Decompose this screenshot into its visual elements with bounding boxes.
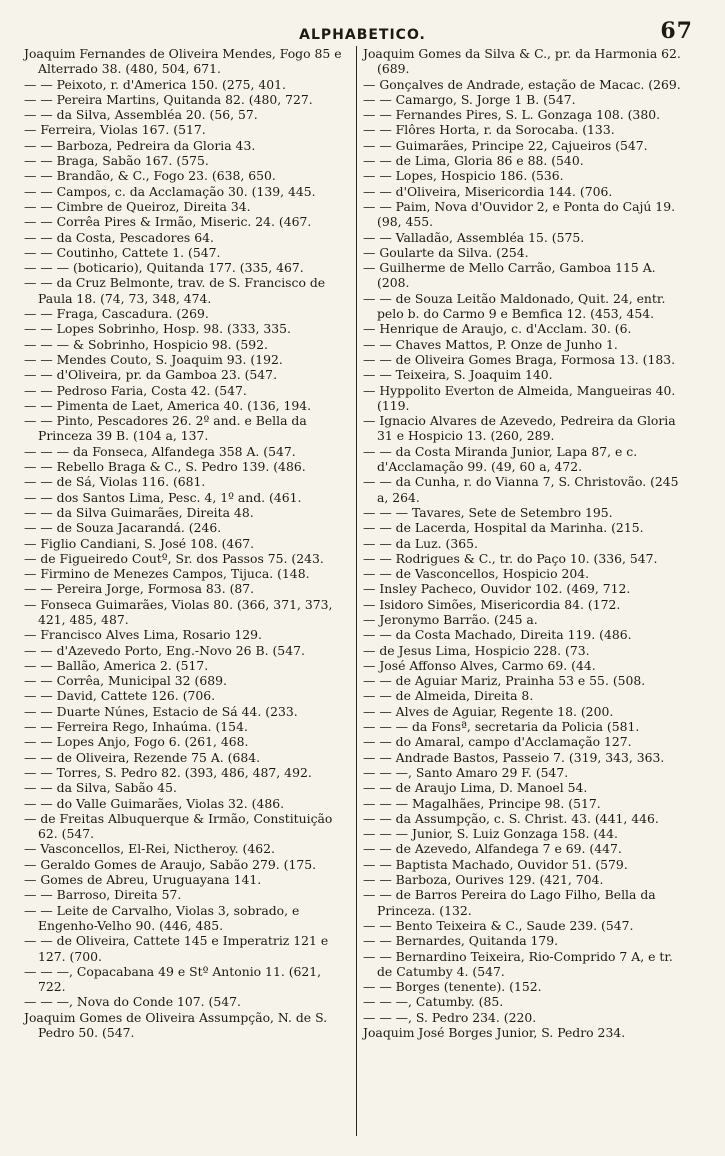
directory-entry: — — de Souza Leitão Maldonado, Quit. 24, entr. pelo b. do Carmo 9 e Bemfica 12. (453, 454. — [363, 290, 666, 322]
directory-entry: — Fonseca Guimarães, Violas 80. (366, 371, 373, 421, 485, 487. — [24, 596, 333, 627]
directory-entry: — — Rebello Braga & C., S. Pedro 139. (486. — [24, 459, 306, 475]
directory-entry: — — Pimenta de Laet, America 40. (136, 194. — [24, 397, 312, 413]
directory-entry: — — de Almeida, Direita 8. — [363, 688, 534, 704]
directory-entry: — — de Sá, Violas 116. (681. — [24, 474, 206, 490]
directory-entry: — — — da Fonsª, secretaria da Policia (581. — [363, 719, 640, 735]
directory-entry: — — —, S. Pedro 234. (220. — [363, 1009, 537, 1025]
directory-entry: — — da Silva, Assembléa 20. (56, 57. — [24, 107, 258, 123]
directory-entry: — — —, Santo Amaro 29 F. (547. — [363, 764, 569, 780]
columns — [18, 46, 710, 1136]
directory-entry: — — Bernardes, Quitanda 179. — [363, 933, 559, 949]
directory-entry: — — Peixoto, r. d'America 150. (275, 401. — [24, 76, 286, 92]
running-title: ALPHABETICO. — [299, 27, 426, 43]
directory-entry: — — — Junior, S. Luiz Gonzaga 158. (44. — [363, 826, 618, 842]
directory-entry: — — Guimarães, Principe 22, Cajueiros (547. — [363, 137, 648, 153]
directory-entry: — — Torres, S. Pedro 82. (393, 486, 487, 492. — [24, 764, 312, 780]
directory-entry: — — Andrade Bastos, Passeio 7. (319, 343, 363. — [363, 749, 665, 765]
directory-entry: — — Flôres Horta, r. da Sorocaba. (133. — [363, 122, 615, 138]
directory-entry: — Ferreira, Violas 167. (517. — [24, 122, 206, 138]
directory-entry: — — Fernandes Pires, S. L. Gonzaga 108. (380. — [363, 107, 661, 123]
directory-entry: — — Paim, Nova d'Ouvidor 2, e Ponta do Cajú 19. (98, 455. — [363, 198, 676, 230]
directory-entry: — — de Barros Pereira do Lago Filho, Bella da Princeza. (132. — [363, 887, 656, 918]
directory-entry: — — Lopes, Hospicio 186. (536. — [363, 168, 564, 184]
directory-entry: — — Chaves Mattos, P. Onze de Junho 1. — [363, 336, 618, 352]
directory-entry: — de Freitas Albuquerque & Irmão, Constituição 62. (547. — [24, 810, 333, 842]
directory-entry: — — — & Sobrinho, Hospicio 98. (592. — [24, 336, 268, 352]
directory-entry: — — — Tavares, Sete de Setembro 195. — [363, 504, 613, 520]
page-header — [18, 18, 707, 48]
directory-entry: — de Jesus Lima, Hospicio 228. (73. — [363, 642, 590, 658]
directory-entry: — — de Oliveira, Rezende 75 A. (684. — [24, 749, 261, 765]
directory-entry: — Firmino de Menezes Campos, Tijuca. (148. — [24, 566, 310, 582]
directory-entry: — — Campos, c. da Acclamação 30. (139, 445. — [24, 183, 316, 199]
directory-entry: — — Cimbre de Queiroz, Direita 34. — [24, 198, 251, 214]
directory-entry: — — de Azevedo, Alfandega 7 e 69. (447. — [363, 841, 622, 857]
directory-entry: — — da Costa, Pescadores 64. — [24, 229, 214, 245]
directory-entry: — Geraldo Gomes de Araujo, Sabão 279. (175. — [24, 856, 317, 872]
directory-entry: — de Figueiredo Coutº, Sr. dos Passos 75. (243. — [24, 550, 324, 566]
directory-entry: — — Corrêa, Municipal 32 (689. — [24, 673, 227, 689]
directory-entry: — — d'Oliveira, Misericordia 144. (706. — [363, 183, 613, 199]
directory-entry: Joaquim Gomes de Oliveira Assumpção, N. de S. Pedro 50. (547. — [24, 1009, 328, 1040]
directory-entry: Joaquim Fernandes de Oliveira Mendes, Fogo 85 e Alterrado 38. (480, 504, 671. — [24, 46, 342, 77]
directory-entry: — — Pereira Jorge, Formosa 83. (87. — [24, 581, 255, 597]
directory-entry: — Ignacio Alvares de Azevedo, Pedreira da Gloria 31 e Hospicio 13. (260, 289. — [363, 413, 676, 444]
directory-entry: — — Coutinho, Cattete 1. (547. — [24, 244, 221, 260]
directory-entry: — Insley Pacheco, Ouvidor 102. (469, 712. — [363, 581, 631, 597]
directory-entry: — — de Aguiar Mariz, Prainha 53 e 55. (508. — [363, 673, 646, 689]
directory-entry: — — da Cunha, r. do Vianna 7, S. Christovão. (245 a, 264. — [363, 474, 679, 505]
directory-entry: — Gomes de Abreu, Uruguayana 141. — [24, 872, 262, 888]
directory-entry: — — Lopes Anjo, Fogo 6. (261, 468. — [24, 734, 249, 750]
directory-entry: — — do Amaral, campo d'Acclamação 127. — [363, 734, 632, 750]
directory-entry: — — da Silva, Sabão 45. — [24, 780, 177, 796]
directory-entry: — — —, Catumby. (85. — [363, 994, 504, 1010]
directory-entry: — — Mendes Couto, S. Joaquim 93. (192. — [24, 351, 283, 367]
directory-entry: — — Pedroso Faria, Costa 42. (547. — [24, 382, 247, 398]
directory-entry: — Guilherme de Mello Carrão, Gamboa 115 A. (208. — [363, 260, 656, 291]
directory-entry: — — — Magalhães, Principe 98. (517. — [363, 795, 601, 811]
left-column — [18, 46, 356, 1136]
directory-entry: — — Alves de Aguiar, Regente 18. (200. — [363, 703, 614, 719]
directory-entry: — — de Souza Jacarandá. (246. — [24, 520, 222, 536]
directory-entry: — — Barboza, Pedreira da Gloria 43. — [24, 137, 256, 153]
directory-entry: — — Bento Teixeira & C., Saude 239. (547. — [363, 917, 634, 933]
directory-entry: — — da Cruz Belmonte, trav. de S. Francisco de Paula 18. (74, 73, 348, 474. — [24, 275, 326, 306]
directory-entry: — — Pereira Martins, Quitanda 82. (480, 727. — [24, 91, 313, 107]
directory-entry: — — Valladão, Assembléa 15. (575. — [363, 229, 585, 245]
directory-entry: — — Brandão, & C., Fogo 23. (638, 650. — [24, 168, 276, 184]
directory-entry: — — da Luz. (365. — [363, 535, 478, 551]
directory-entry: — — David, Cattete 126. (706. — [24, 688, 216, 704]
directory-entry: — — de Araujo Lima, D. Manoel 54. — [363, 780, 588, 796]
directory-entry: — — Rodrigues & C., tr. do Paço 10. (336, 547. — [363, 550, 658, 566]
directory-entry: — — Teixeira, S. Joaquim 140. — [363, 367, 553, 383]
directory-entry: — — Fraga, Cascadura. (269. — [24, 306, 209, 322]
directory-entry: — — Braga, Sabão 167. (575. — [24, 153, 209, 169]
directory-entry: — — Lopes Sobrinho, Hosp. 98. (333, 335. — [24, 321, 291, 337]
directory-entry: — José Affonso Alves, Carmo 69. (44. — [363, 657, 596, 673]
directory-entry: — — de Oliveira Gomes Braga, Formosa 13. (183. — [363, 351, 676, 367]
directory-entry: Joaquim José Borges Junior, S. Pedro 234. — [363, 1025, 626, 1040]
directory-entry: — Goularte da Silva. (254. — [363, 244, 529, 260]
directory-entry: — — de Lima, Gloria 86 e 88. (540. — [363, 153, 584, 169]
directory-entry: — — Baptista Machado, Ouvidor 51. (579. — [363, 856, 628, 872]
directory-entry: Joaquim Gomes da Silva & C., pr. da Harmonia 62. (689. — [363, 46, 681, 77]
directory-entry: — Gonçalves de Andrade, estação de Macac. (269. — [363, 76, 681, 92]
directory-entry: — — da Costa Machado, Direita 119. (486. — [363, 627, 632, 643]
directory-entry: — Henrique de Araujo, c. d'Acclam. 30. (6. — [363, 321, 632, 337]
directory-entry: — — Leite de Carvalho, Violas 3, sobrado, e Engenho-Velho 90. (446, 485. — [24, 902, 300, 933]
directory-entry: — Vasconcellos, El-Rei, Nictheroy. (462. — [24, 841, 275, 857]
directory-entry: — — Corrêa Pires & Irmão, Miseric. 24. (467. — [24, 214, 312, 230]
directory-entry: — — Barroso, Direita 57. — [24, 887, 182, 903]
directory-entry: — — Ballão, America 2. (517. — [24, 657, 209, 673]
right-column — [356, 46, 694, 1136]
directory-entry: — — — da Fonseca, Alfandega 358 A. (547. — [24, 443, 296, 459]
directory-entry: — — Pinto, Pescadores 26. 2º and. e Bella da Princeza 39 B. (104 a, 137. — [24, 413, 307, 444]
directory-entry: — — de Lacerda, Hospital da Marinha. (215. — [363, 520, 644, 536]
directory-entry: — — —, Copacabana 49 e Stº Antonio 11. (621, 722. — [24, 963, 322, 995]
directory-entry: — — de Oliveira, Cattete 145 e Imperatriz 121 e 127. (700. — [24, 933, 329, 964]
directory-entry: — — de Vasconcellos, Hospicio 204. — [363, 566, 590, 582]
directory-entry: — — dos Santos Lima, Pesc. 4, 1º and. (461. — [24, 489, 302, 505]
directory-entry: — — — (boticario), Quitanda 177. (335, 467. — [24, 260, 304, 276]
directory-entry: — — d'Oliveira, pr. da Gamboa 23. (547. — [24, 367, 278, 383]
directory-entry: — — Barboza, Ourives 129. (421, 704. — [363, 872, 604, 888]
directory-entry: — Hyppolito Everton de Almeida, Mangueiras 40. (119. — [363, 382, 676, 413]
directory-entry: — Jeronymo Barrão. (245 a. — [363, 611, 538, 627]
directory-entry: — — d'Azevedo Porto, Eng.-Novo 26 B. (547. — [24, 642, 305, 658]
directory-entry: — — da Silva Guimarães, Direita 48. — [24, 504, 254, 520]
directory-entry: — — Ferreira Rego, Inhaúma. (154. — [24, 719, 248, 735]
directory-entry: — — Camargo, S. Jorge 1 B. (547. — [363, 91, 576, 107]
directory-entry: — Figlio Candiani, S. José 108. (467. — [24, 535, 255, 551]
directory-entry: — — —, Nova do Conde 107. (547. — [24, 994, 241, 1010]
directory-entry: — — Bernardino Teixeira, Rio-Comprido 7 A, e tr. de Catumby 4. (547. — [363, 948, 673, 979]
directory-entry: — Isidoro Simões, Misericordia 84. (172. — [363, 596, 621, 612]
directory-entry: — — do Valle Guimarães, Violas 32. (486. — [24, 795, 285, 811]
directory-entry: — — Duarte Núnes, Estacio de Sá 44. (233. — [24, 703, 298, 719]
directory-entry: — — da Assumpção, c. S. Christ. 43. (441, 446. — [363, 810, 659, 826]
directory-entry: — — Borges (tenente). (152. — [363, 979, 542, 995]
directory-entry: — — da Costa Miranda Junior, Lapa 87, e c. d'Acclamação 99. (49, 60 a, 472. — [363, 443, 638, 475]
directory-entry: — Francisco Alves Lima, Rosario 129. — [24, 627, 262, 643]
page-number: 67 — [660, 18, 693, 44]
